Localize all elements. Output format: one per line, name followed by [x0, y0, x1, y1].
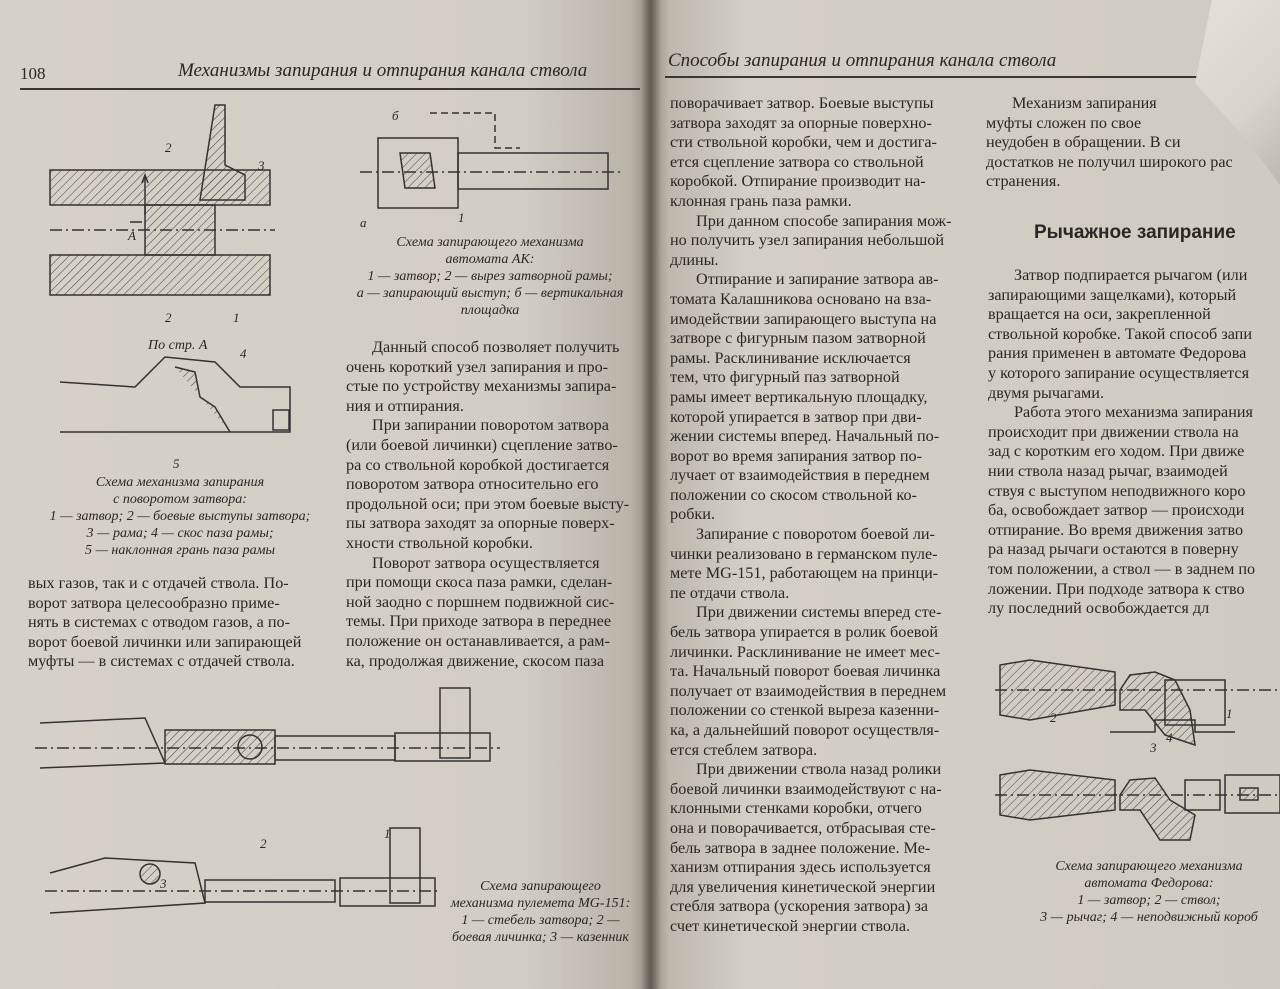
right-page-header: Способы запирания и отпирания канала ствола	[668, 50, 1057, 71]
fig3-label-1: 1	[384, 826, 391, 841]
fig4-label-2: 2	[1050, 710, 1057, 725]
fig1-label-5: 5	[173, 456, 180, 471]
right-header-rule	[665, 76, 1280, 78]
right-col2-text: Затвор подпирается рычагом (или запирающими защелками), который вращается на оси, закрепленной ствольной коробке. Такой способ запи рания применен в автомате Федорова у которого запирание осуществляется двумя рычагами. Работа этого механизма запирания происходит при движении ствола на зад с коротким его ходом. При движе нии ствола назад рычаг, взаимодей ствуя с выступом неподвижного коро ба, освобождает затвор — происходи отпирание. Во время движения затво ра назад рычаги остаются в поверну том положении, а ствол — в заднем по ложении. При подходе затвора к ство лу последний освобождается дл	[988, 266, 1256, 618]
fig3-mg151-upper-drawing	[35, 688, 505, 808]
fig1-label-4: 4	[240, 346, 247, 361]
fig2-label-a: а	[360, 215, 367, 230]
fig4-caption: Схема запирающего механизма автомата Федорова: 1 — затвор; 2 — ствол; 3 — рычаг; 4 — неподвижный короб	[1040, 859, 1258, 925]
book-gutter	[641, 0, 661, 989]
fig1-label-A: A	[128, 228, 136, 243]
fig1-view-label: По стр. А	[148, 338, 208, 353]
right-page	[650, 0, 1280, 989]
fig1-label-1: 1	[233, 310, 240, 325]
fig2-label-1: 1	[458, 210, 465, 225]
right-col1-text: поворачивает затвор. Боевые выступы затвора заходят за опорные поверхно- сти ствольной коробки, чем и достига- ется сцепление затвора со ствольной коробкой. Отпирание производит на- клонная грань паза рамки. При данном способе запирания мож- но получить узел запирания небольшой длины. Отпирание и запирание затвора ав- томата Калашникова основано на вза- имодействии запирающего выступа на затворе с фигурным пазом затворной рамы. Расклинивание исключается тем, что фигурный паз затворной рамы имеет вертикальную площадку, которой упирается в затвор при дви- жении системы вперед. Начальный по- ворот во время запирания затвор по- лучает от взаимодействия в переднем положении со скосом ствольной ко- робки. Запирание с поворотом боевой ли- чинки реализовано в германском пуле- мете MG-151, работающем на принци- пе отдачи ствола. При движении системы вперед сте- бель затвора упирается в ролик боевой личинки. Расклинивание не имеет мес- та. Начальный поворот боевая личинка получает от взаимодействия в переднем положении со стенкой выреза казенни- ка, а дальнейший поворот осуществля- ется стеблем затвора. При движении ствола назад ролики боевой личинки взаимодействуют с на- клонными стенками коробки, отчего она и поворачивается, отбрасывая сте- бель затвора в заднее положение. Ме- ханизм отпирания здесь используется для увеличения кинетической энергии стебля затвора (ускорения затвора) за счет кинетической энергии ствола.	[670, 94, 952, 935]
section-title: Рычажное запирание	[1034, 222, 1236, 243]
fig3-mg151-lower-drawing	[45, 828, 445, 938]
fig1-bolt-rotation-drawing	[50, 105, 280, 315]
fig1-label-2-bottom: 2	[165, 310, 172, 325]
left-page-header: Механизмы запирания и отпирания канала ствола	[178, 60, 588, 81]
fig1-caption: Схема механизма запирания с поворотом затвора: 1 — затвор; 2 — боевые выступы затвора; 3 — рама; 4 — скос паза рамы; 5 — наклонная грань паза рамы	[49, 475, 311, 558]
fig4-label-4: 4	[1166, 730, 1173, 745]
fig3-caption: Схема запирающего механизма пулемета MG-151: 1 — стебель затвора; 2 — боевая личинка; 3 — казенник	[450, 879, 631, 945]
fig2-ak-locking-drawing	[360, 108, 630, 228]
fig2-label-b: б	[392, 108, 399, 123]
fig4-label-1: 1	[1226, 706, 1233, 721]
left-col1-text: вых газов, так и с отдачей ствола. По- ворот затвора целесообразно приме- нять в системах с отводом газов, а по- ворот боевой личинки или запирающей муфты — в системах с отдачей ствола.	[28, 574, 302, 671]
fig1-label-3: 3	[258, 158, 265, 173]
fig4-label-3: 3	[1150, 740, 1157, 755]
right-col2-intro: Механизм запирания муфты сложен по свое неудобен в обращении. В си достатков не получил широкого рас странения.	[986, 94, 1233, 191]
fig4-fedorov-lower-drawing	[995, 760, 1280, 840]
left-page-number: 108	[20, 64, 46, 83]
fig3-label-3: 3	[160, 876, 167, 891]
fig1-view-a-drawing	[55, 352, 295, 437]
left-col2-text: Данный способ позволяет получить очень короткий узел запирания и про- стые по устройству механизмы запира- ния и отпирания. При запирании поворотом затвора (или боевой личинки) сцепление затво- ра со ствольной коробкой достигается поворотом затвора относительно его продольной оси; при этом боевые высту- пы затвора заходят за опорные поверх- хности ствольной коробки. Поворот затвора осуществляется при помощи скоса паза рамки, сделан- ной заодно с поршнем подвижной сис- темы. При приходе затвора в переднее положение он останавливается, а рам- ка, продолжая движение, скосом паза	[346, 338, 630, 670]
fig3-label-2: 2	[260, 836, 267, 851]
header-rule	[20, 88, 640, 90]
fig4-fedorov-upper-drawing	[995, 650, 1280, 745]
fig2-caption: Схема запирающего механизма автомата АК: 1 — затвор; 2 — вырез затворной рамы; а — запирающий выступ; б — вертикальная площадка	[356, 235, 624, 318]
fig1-label-2-top: 2	[165, 140, 172, 155]
